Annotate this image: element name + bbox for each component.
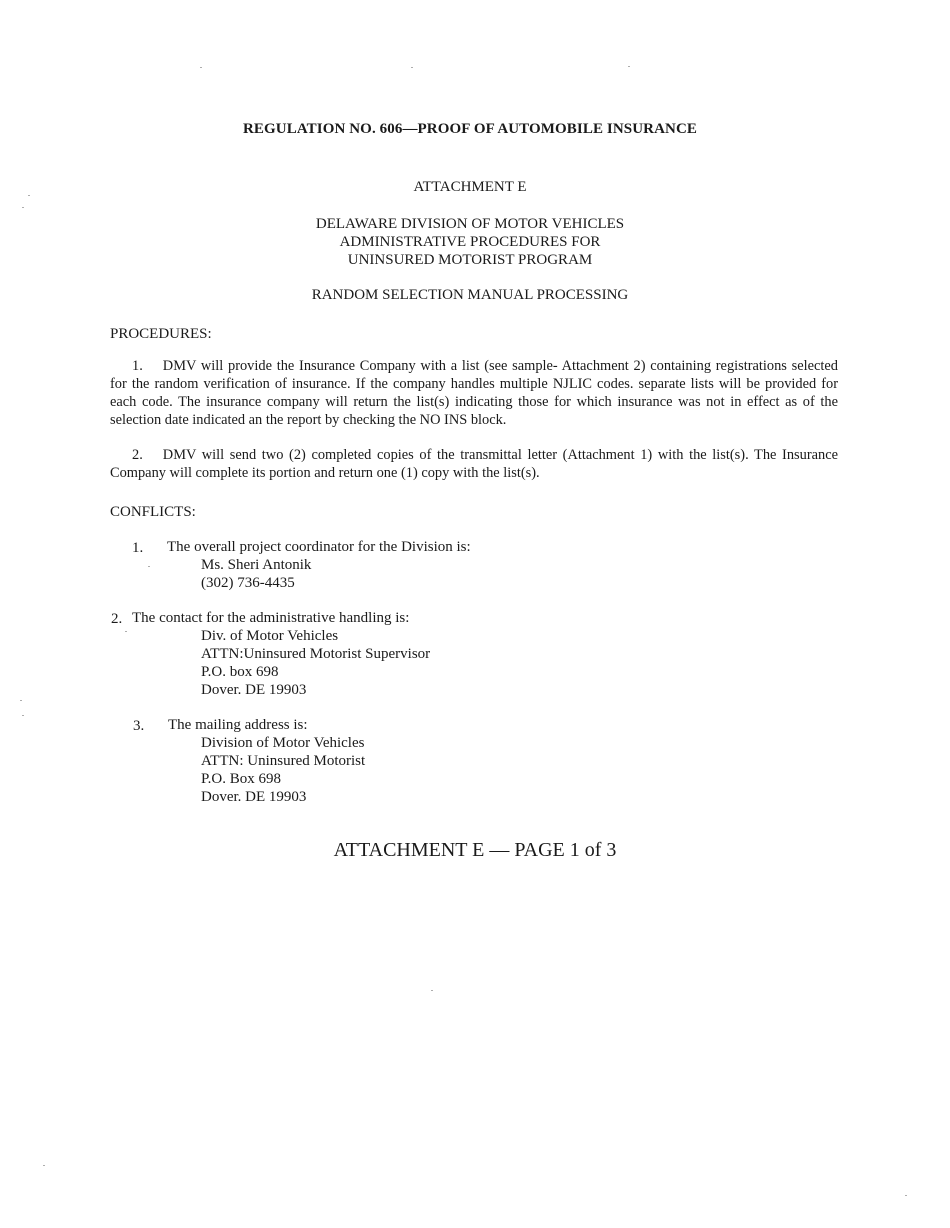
- address-line: Div. of Motor Vehicles: [201, 628, 339, 644]
- address-line: Dover. DE 19903: [201, 789, 307, 805]
- procedure-number: 1.: [132, 358, 143, 374]
- department-heading: [0, 215, 940, 269]
- scan-speck: [43, 1165, 45, 1166]
- address-line: P.O. Box 698: [201, 771, 282, 787]
- scan-speck: [28, 195, 30, 196]
- conflict-number: 3.: [133, 718, 145, 734]
- address-line: ATTN: Uninsured Motorist: [201, 753, 366, 769]
- address-line: P.O. box 698: [201, 664, 279, 680]
- attachment-label: ATTACHMENT E: [413, 179, 527, 195]
- scan-speck: [200, 67, 202, 68]
- procedure-text: DMV will provide the Insurance Company with a list (see sample- Attachment 2) containing registrations selected for the random verification of insurance. If the company handles multiple NJLIC codes. separate lists will be provided for each code. The insurance company will return the list(s) indicating those for which insurance was not in effect as of the selection date indicated an the report by checking the NO INS block.: [110, 358, 838, 428]
- procedure-number: 2.: [132, 447, 143, 463]
- scan-speck: [22, 715, 24, 716]
- scan-speck: [431, 990, 433, 991]
- conflicts-heading: CONFLICTS:: [110, 504, 196, 520]
- scan-speck: [411, 67, 413, 68]
- scan-speck: [20, 700, 22, 701]
- address-line: Division of Motor Vehicles: [201, 735, 365, 751]
- procedures-heading: PROCEDURES:: [110, 326, 212, 342]
- conflict-label: The overall project coordinator for the Division is:: [167, 539, 471, 555]
- department-line: UNINSURED MOTORIST PROGRAM: [347, 252, 593, 268]
- procedure-text: DMV will send two (2) completed copies of the transmittal letter (Attachment 1) with the list(s). The Insurance Company will complete its portion and return one (1) copy with the list(s).: [110, 447, 838, 481]
- page-footer: ATTACHMENT E — PAGE 1 of 3: [333, 839, 617, 861]
- department-line: ADMINISTRATIVE PROCEDURES FOR: [339, 234, 601, 250]
- scan-speck: [125, 631, 127, 632]
- conflict-label: The mailing address is:: [168, 717, 308, 733]
- scan-speck: [148, 566, 150, 567]
- scan-speck: [905, 1195, 907, 1196]
- address-line: Dover. DE 19903: [201, 682, 307, 698]
- address-line: ATTN:Uninsured Motorist Supervisor: [201, 646, 431, 662]
- conflict-number: 1.: [132, 540, 144, 556]
- scan-speck: [22, 207, 24, 208]
- section-subtitle: RANDOM SELECTION MANUAL PROCESSING: [311, 287, 629, 303]
- coordinator-name: Ms. Sheri Antonik: [201, 557, 312, 573]
- procedure-item: [110, 446, 838, 482]
- conflict-number: 2.: [111, 611, 123, 627]
- conflict-label: The contact for the administrative handling is:: [132, 610, 410, 626]
- scan-speck: [628, 66, 630, 67]
- department-line: DELAWARE DIVISION OF MOTOR VEHICLES: [315, 216, 625, 232]
- regulation-title: REGULATION NO. 606—PROOF OF AUTOMOBILE INSURANCE: [242, 121, 697, 137]
- coordinator-phone: (302) 736-4435: [201, 575, 295, 591]
- procedure-item: [110, 357, 838, 429]
